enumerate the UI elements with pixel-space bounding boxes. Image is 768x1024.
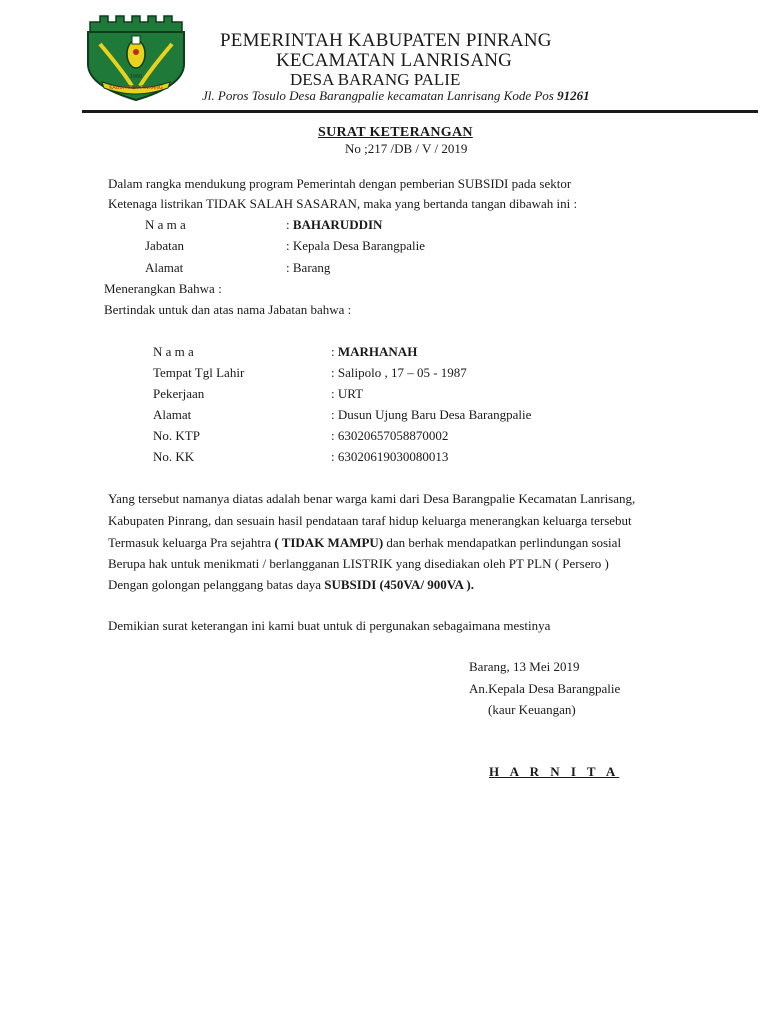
body-line-5-a: Dengan golongan pelanggang batas daya: [108, 577, 325, 592]
subject-job-label: Pekerjaan: [153, 386, 205, 401]
subject-birth-value: : Salipolo , 17 – 05 - 1987: [331, 365, 467, 380]
signatory-name: H A R N I T A: [489, 764, 620, 779]
signer-address: Barang: [292, 260, 331, 275]
document-number: No ;217 /DB / V / 2019: [345, 141, 468, 156]
body-line-3-c: dan berhak mendapatkan perlindungan sosial: [383, 535, 622, 550]
signer-office: An.Kepala Desa Barangpalie: [469, 681, 621, 696]
header-district: KECAMATAN LANRISANG: [276, 50, 513, 71]
intro-line-2: Ketenaga listrikan TIDAK SALAH SASARAN, maka yang bertanda tangan dibawah ini :: [108, 196, 578, 211]
header-address: [202, 88, 590, 104]
body-line-2: Kabupaten Pinrang, dan sesuain hasil pendataan taraf hidup keluarga menerangkan keluarga tersebut: [108, 513, 632, 528]
subject-kk: 63020619030080013: [337, 449, 449, 464]
subject-birth-label: Tempat Tgl Lahir: [153, 365, 245, 380]
subject-job: URT: [337, 386, 364, 401]
header-government: PEMERINTAH KABUPATEN PINRANG: [220, 30, 552, 51]
subject-name-value: : MARHANAH: [331, 344, 418, 359]
subject-ktp: 63020657058870002: [337, 428, 449, 443]
subject-address: Dusun Ujung Baru Desa Barangpalie: [337, 407, 532, 422]
header-divider: [82, 110, 758, 113]
document-title: SURAT KETERANGAN: [318, 125, 473, 140]
body-line-5: [108, 577, 474, 593]
subject-ktp-label: No. KTP: [153, 428, 200, 443]
place-date: Barang, 13 Mei 2019: [469, 659, 580, 674]
body-line-3: [108, 535, 621, 551]
body-line-3-b: ( TIDAK MAMPU): [274, 535, 384, 550]
subject-ktp-value: : 63020657058870002: [331, 428, 449, 443]
signer-position-label: Jabatan: [145, 238, 184, 253]
header-village: DESA BARANG PALIE: [290, 70, 461, 89]
signer-position: Kepala Desa Barangpalie: [292, 238, 425, 253]
body-line-5-b: SUBSIDI (450VA/ 900VA ).: [324, 577, 475, 592]
body-line-3-a: Termasuk keluarga Pra sejahtra: [108, 535, 275, 550]
emblem-scroll-text: KABUPATEN PINRANG: [109, 85, 163, 91]
subject-address-value: : Dusun Ujung Baru Desa Barangpalie: [331, 407, 532, 422]
statement-2: Bertindak untuk dan atas nama Jabatan bahwa :: [104, 302, 352, 317]
subject-kk-label: No. KK: [153, 449, 195, 464]
address-postcode: 91261: [557, 88, 590, 103]
signer-position-value: : Kepala Desa Barangpalie: [286, 238, 425, 253]
signer-address-value: : Barang: [286, 260, 331, 275]
subject-name-label: N a m a: [153, 344, 194, 359]
subject-kk-value: : 63020619030080013: [331, 449, 449, 464]
statement-1: Menerangkan Bahwa :: [104, 281, 222, 296]
signer-address-label: Alamat: [145, 260, 184, 275]
signer-role: (kaur Keuangan): [488, 702, 576, 717]
subject-name: MARHANAH: [337, 344, 418, 359]
address-text: Jl. Poros Tosulo Desa Barangpalie kecamatan Lanrisang Kode Pos: [202, 88, 554, 103]
subject-address-label: Alamat: [153, 407, 192, 422]
body-line-4: Berupa hak untuk menikmati / berlangganan LISTRIK yang disediakan oleh PT PLN ( Persero ): [108, 556, 609, 571]
subject-birth: Salipolo , 17 – 05 - 1987: [337, 365, 467, 380]
closing-line: Demikian surat keterangan ini kami buat untuk di pergunakan sebagaimana mestinya: [108, 618, 551, 633]
signer-name-value: : BAHARUDDIN: [286, 217, 383, 232]
intro-line-1: Dalam rangka mendukung program Pemerintah dengan pemberian SUBSIDI pada sektor: [108, 176, 572, 191]
subject-job-value: : URT: [331, 386, 364, 401]
body-line-1: Yang tersebut namanya diatas adalah benar warga kami dari Desa Barangpalie Kecamatan Lanrisang,: [108, 491, 636, 506]
signer-name-label: N a m a: [145, 217, 186, 232]
kabupaten-pinrang-emblem: [82, 14, 190, 102]
signer-name: BAHARUDDIN: [292, 217, 383, 232]
emblem-year-text: 1960: [129, 74, 143, 80]
